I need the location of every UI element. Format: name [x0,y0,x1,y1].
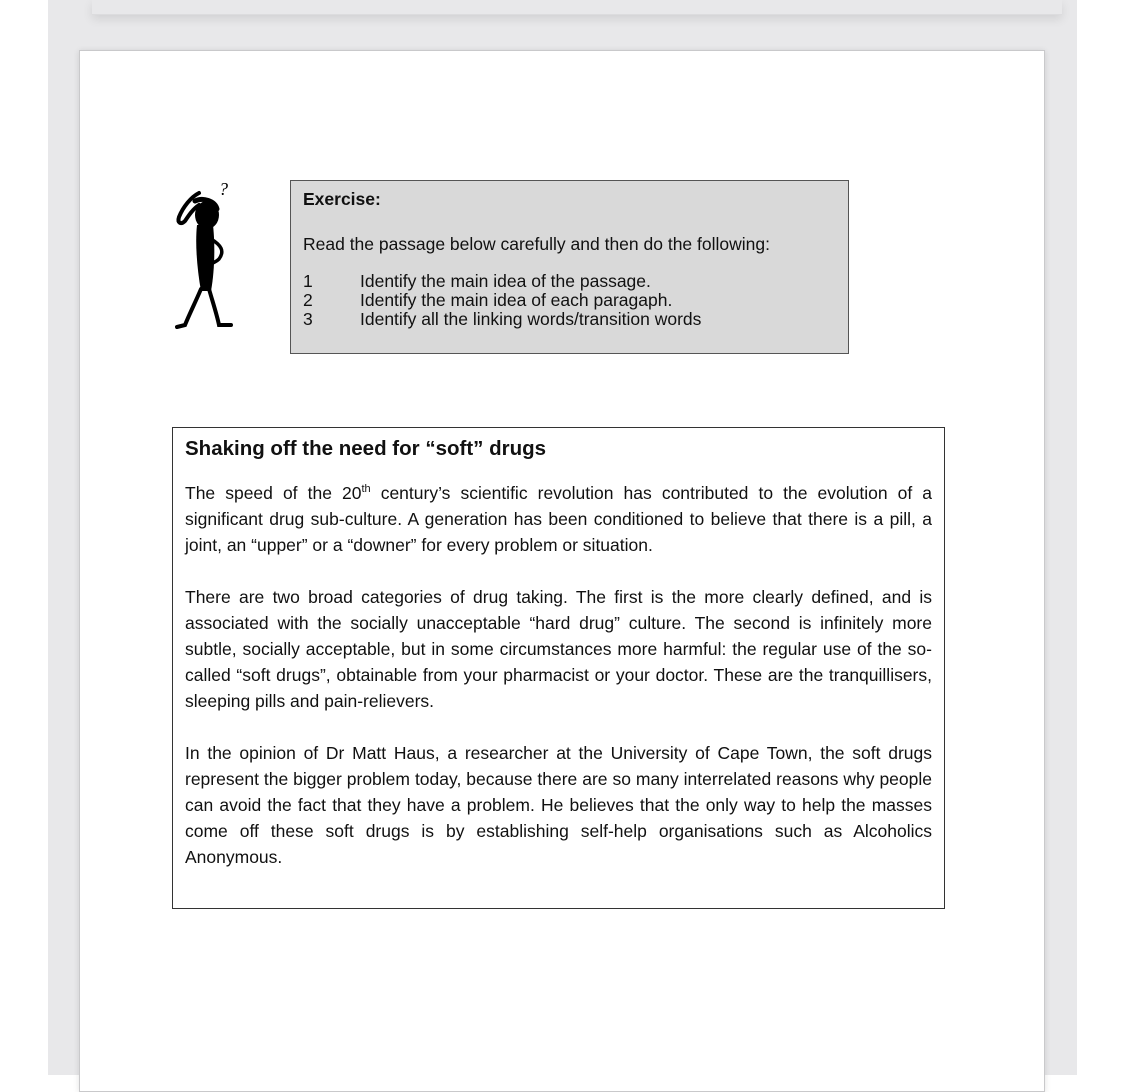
list-item [303,272,836,291]
previous-page-edge [92,0,1062,15]
task-number: 1 [303,271,313,291]
list-item [303,310,836,329]
exercise-title: Exercise: [303,189,381,209]
task-number: 3 [303,309,313,329]
paragraph-2: There are two broad categories of drug taking. The first is the more clearly defined, and is associated with the socially unacceptable “hard drug” culture. The second is infinitely more subtle, socially acceptable, but in some circumstances more harmful: the regular use of the so-called “soft drugs”, obtainable from your pharmacist or your doctor. These are the tranquillisers, sleeping pills and pain-relievers. [185,587,932,711]
exercise-instruction: Read the passage below carefully and then do the following: [303,234,770,254]
task-text: Identify the main idea of the passage. [360,271,651,291]
paragraph-3: In the opinion of Dr Matt Haus, a researcher at the University of Cape Town, the soft drugs represent the bigger problem today, because there are so many interrelated reasons why people can avoid the fact that they have a problem. He believes that the only way to help the masses come off these soft drugs is by establishing self-help organisations such as Alcoholics Anonymous. [185,743,932,867]
document-page [79,50,1045,1092]
task-number: 2 [303,290,313,310]
document-viewer[interactable] [48,0,1077,1075]
question-mark: ? [219,179,228,199]
paragraph-1-rest: century’s scientific revolution has contributed to the evolution of a significant drug sub-culture. A generation has been conditioned to believe that there is a pill, a joint, an “upper” or a “downer” for every problem or situation. [185,483,932,555]
task-text: Identify the main idea of each paragaph. [360,290,673,310]
task-text: Identify all the linking words/transition words [360,309,702,329]
exercise-box [290,180,849,354]
task-list [303,272,836,329]
ordinal-suffix: th [361,483,371,496]
list-item [303,291,836,310]
thinking-person-icon [169,179,241,335]
passage-box [172,427,945,909]
paragraph-1 [185,480,932,558]
paragraph-1-start: The speed of the 20 [185,483,362,503]
passage-title: Shaking off the need for “soft” drugs [185,437,547,460]
